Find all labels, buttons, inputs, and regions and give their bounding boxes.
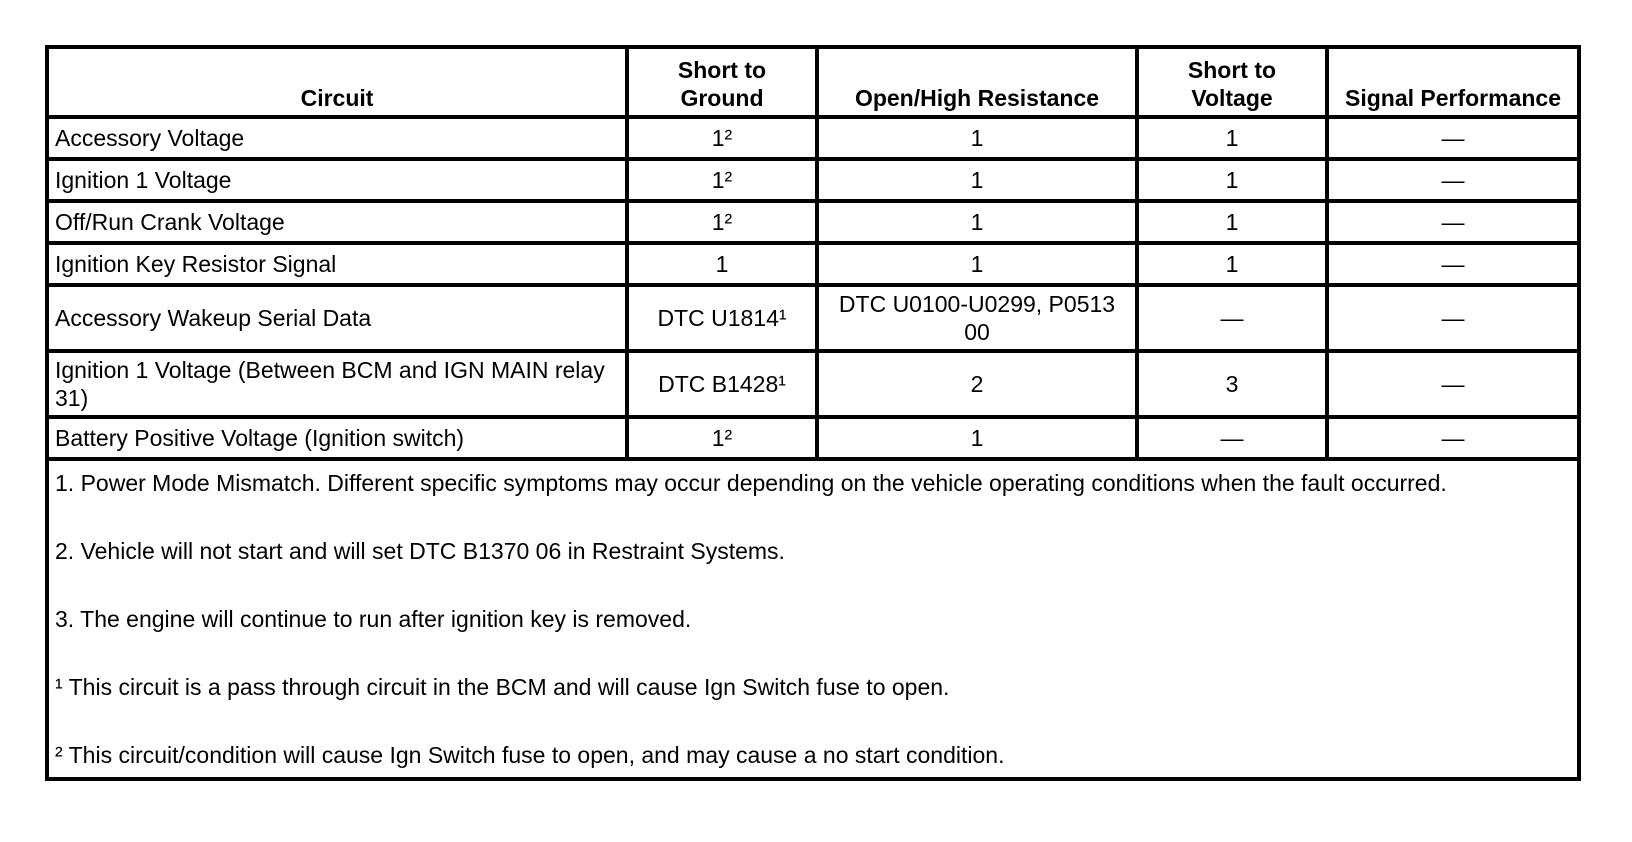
short-to-ground-cell: 1² bbox=[627, 117, 817, 159]
open-high-resistance-cell: 1 bbox=[817, 159, 1137, 201]
header-short-to-ground: Short to Ground bbox=[627, 47, 817, 117]
short-to-ground-cell: DTC B1428¹ bbox=[627, 351, 817, 417]
circuit-cell: Ignition Key Resistor Signal bbox=[47, 243, 627, 285]
short-to-voltage-cell: 1 bbox=[1137, 159, 1327, 201]
open-high-resistance-cell: 2 bbox=[817, 351, 1137, 417]
short-to-voltage-cell: — bbox=[1137, 417, 1327, 459]
header-signal-performance: Signal Performance bbox=[1327, 47, 1579, 117]
short-to-ground-cell: DTC U1814¹ bbox=[627, 285, 817, 351]
signal-performance-cell: — bbox=[1327, 117, 1579, 159]
table-row bbox=[47, 243, 1579, 285]
footnote-3: 3. The engine will continue to run after ignition key is removed. bbox=[55, 606, 692, 632]
circuit-cell: Ignition 1 Voltage bbox=[47, 159, 627, 201]
short-to-voltage-cell: 1 bbox=[1137, 201, 1327, 243]
circuit-cell: Off/Run Crank Voltage bbox=[47, 201, 627, 243]
table-row bbox=[47, 417, 1579, 459]
signal-performance-cell: — bbox=[1327, 285, 1579, 351]
header-row bbox=[47, 47, 1579, 117]
header-short-to-voltage: Short to Voltage bbox=[1137, 47, 1327, 117]
open-high-resistance-cell: 1 bbox=[817, 243, 1137, 285]
table-row bbox=[47, 201, 1579, 243]
footnote-2: 2. Vehicle will not start and will set DTC B1370 06 in Restraint Systems. bbox=[55, 538, 785, 564]
notes-cell bbox=[47, 459, 1579, 779]
short-to-voltage-cell: 3 bbox=[1137, 351, 1327, 417]
table-row bbox=[47, 351, 1579, 417]
header-open-high-resistance: Open/High Resistance bbox=[817, 47, 1137, 117]
circuit-cell: Ignition 1 Voltage (Between BCM and IGN MAIN relay 31) bbox=[47, 351, 627, 417]
signal-performance-cell: — bbox=[1327, 243, 1579, 285]
open-high-resistance-cell: DTC U0100-U0299, P0513 00 bbox=[817, 285, 1137, 351]
signal-performance-cell: — bbox=[1327, 159, 1579, 201]
short-to-voltage-cell: 1 bbox=[1137, 117, 1327, 159]
open-high-resistance-cell: 1 bbox=[817, 201, 1137, 243]
table-row bbox=[47, 117, 1579, 159]
table-row bbox=[47, 285, 1579, 351]
open-high-resistance-cell: 1 bbox=[817, 117, 1137, 159]
footnote-1: 1. Power Mode Mismatch. Different specific symptoms may occur depending on the vehicle operating conditions when the fault occurred. bbox=[55, 470, 1447, 496]
short-to-voltage-cell: — bbox=[1137, 285, 1327, 351]
footnote-superscript-1: ¹ This circuit is a pass through circuit in the BCM and will cause Ign Switch fuse to open. bbox=[55, 674, 950, 700]
notes-row bbox=[47, 459, 1579, 779]
signal-performance-cell: — bbox=[1327, 417, 1579, 459]
signal-performance-cell: — bbox=[1327, 351, 1579, 417]
circuit-cell: Accessory Voltage bbox=[47, 117, 627, 159]
circuit-diagnostic-table bbox=[45, 45, 1581, 781]
open-high-resistance-cell: 1 bbox=[817, 417, 1137, 459]
circuit-cell: Accessory Wakeup Serial Data bbox=[47, 285, 627, 351]
short-to-voltage-cell: 1 bbox=[1137, 243, 1327, 285]
signal-performance-cell: — bbox=[1327, 201, 1579, 243]
short-to-ground-cell: 1² bbox=[627, 159, 817, 201]
short-to-ground-cell: 1² bbox=[627, 201, 817, 243]
table-row bbox=[47, 159, 1579, 201]
header-circuit: Circuit bbox=[47, 47, 627, 117]
short-to-ground-cell: 1² bbox=[627, 417, 817, 459]
short-to-ground-cell: 1 bbox=[627, 243, 817, 285]
circuit-cell: Battery Positive Voltage (Ignition switch) bbox=[47, 417, 627, 459]
footnote-superscript-2: ² This circuit/condition will cause Ign Switch fuse to open, and may cause a no start condition. bbox=[55, 742, 1005, 768]
